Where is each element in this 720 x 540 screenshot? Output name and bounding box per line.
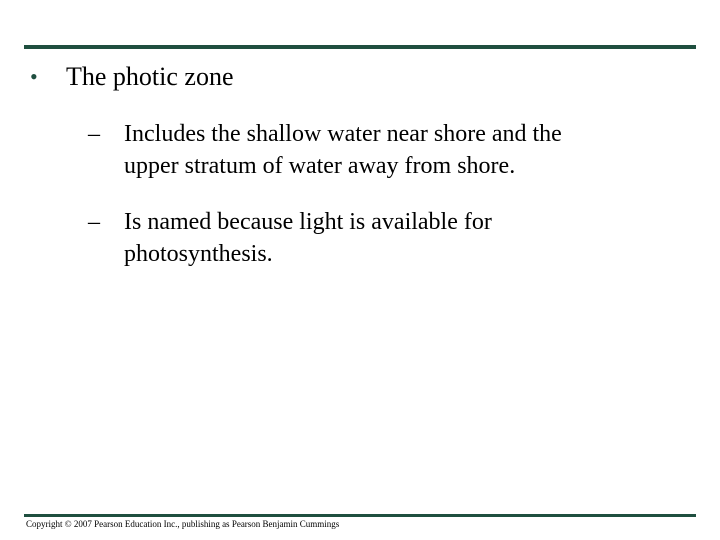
dash-icon: – <box>88 209 100 235</box>
copyright-footer: Copyright © 2007 Pearson Education Inc., publishing as Pearson Benjamin Cummings <box>26 519 340 529</box>
sub-point-1-line-2: upper stratum of water away from shore. <box>124 153 516 179</box>
bullet-icon: • <box>30 64 38 89</box>
sub-point-2-line-1: Is named because light is available for <box>124 209 492 235</box>
sub-point-2-line-2: photosynthesis. <box>124 241 273 267</box>
dash-icon: – <box>88 121 100 147</box>
bottom-divider-rule <box>24 514 696 517</box>
main-bullet-text: The photic zone <box>66 62 234 91</box>
top-divider-rule <box>24 45 696 49</box>
sub-point-1-text <box>124 118 684 182</box>
sub-point-1-line-1: Includes the shallow water near shore and the <box>124 121 562 147</box>
sub-point-2-text <box>124 206 684 270</box>
